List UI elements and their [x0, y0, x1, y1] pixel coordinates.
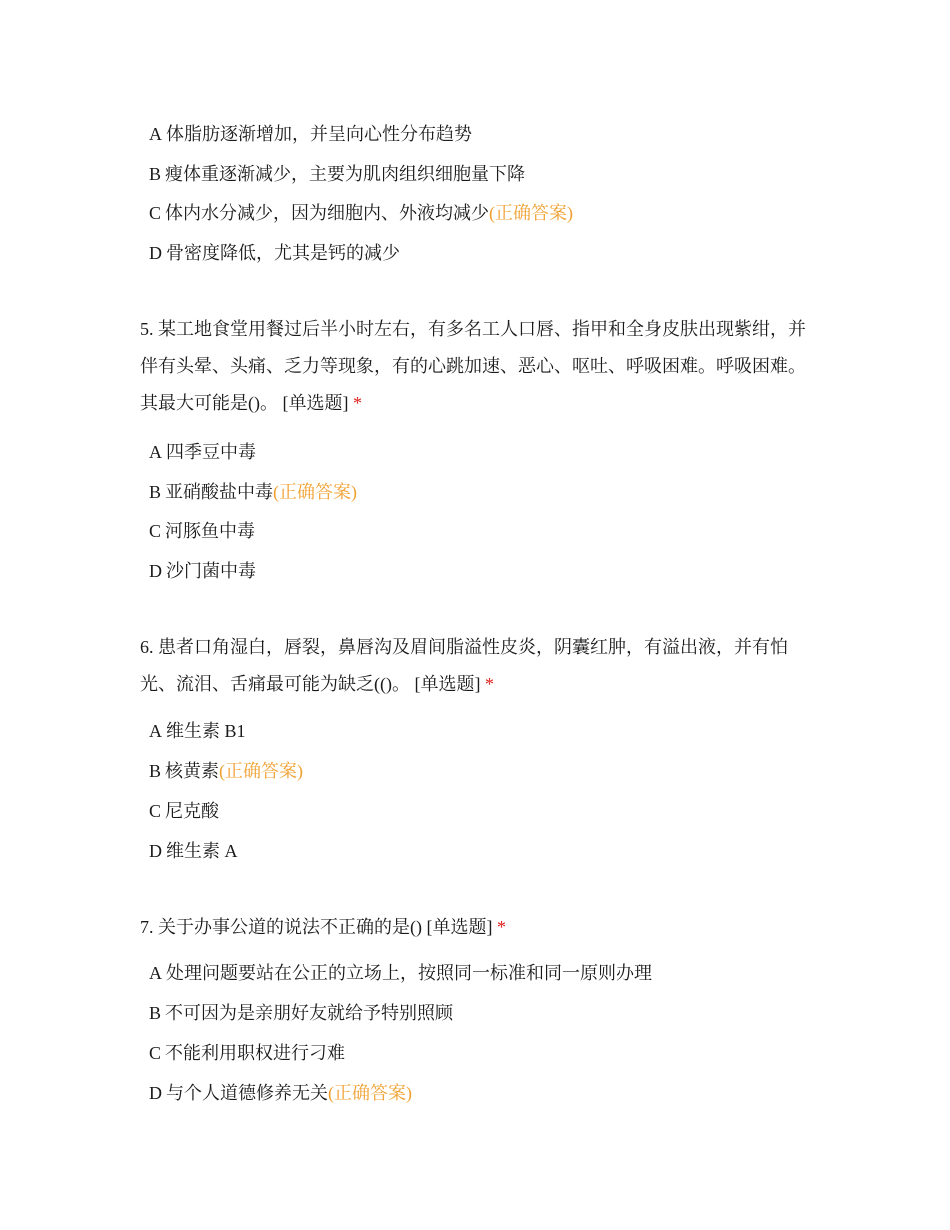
option-q6-b: [149, 759, 303, 783]
option-letter: B: [149, 164, 162, 184]
option-text: 处理问题要站在公正的立场上，按照同一标准和同一原则办理: [166, 963, 652, 983]
option-text: 尼克酸: [165, 801, 220, 821]
correct-answer-tag: (正确答案): [489, 203, 574, 223]
option-letter: C: [149, 801, 162, 821]
option-q4-c: [149, 201, 573, 225]
option-letter: C: [149, 1043, 162, 1063]
option-q4-a: [149, 122, 472, 146]
question-text: 6. 患者口角湿白，唇裂，鼻唇沟及眉间脂溢性皮炎，阴囊红肿，有溢出液，并有怕光、流泪、舌痛最可能为缺乏(()。 [单选题]: [140, 637, 788, 694]
option-text: 沙门菌中毒: [166, 561, 256, 581]
option-q6-d: [149, 839, 238, 863]
option-text: 不能利用职权进行刁难: [165, 1043, 346, 1063]
option-text: 体脂肪逐渐增加，并呈向心性分布趋势: [166, 124, 472, 144]
option-q7-a: [149, 961, 652, 985]
option-letter: A: [149, 721, 162, 741]
option-text: 不可因为是亲朋好友就给予特别照顾: [165, 1003, 454, 1023]
option-q6-a: [149, 719, 246, 743]
option-letter: A: [149, 442, 162, 462]
question-text: 5. 某工地食堂用餐过后半小时左右，有多名工人口唇、指甲和全身皮肤出现紫绀，并伴有头晕、头痛、乏力等现象，有的心跳加速、恶心、呕吐、呼吸困难。呼吸困难。其最大可能是()。 [单选题]: [140, 319, 806, 413]
question-7: [140, 909, 820, 946]
question-stem: [140, 311, 820, 422]
question-6: [140, 629, 820, 703]
option-text: 亚硝酸盐中毒: [165, 482, 274, 502]
option-text: 骨密度降低，尤其是钙的减少: [166, 243, 400, 263]
option-q5-d: [149, 559, 256, 583]
option-text: 与个人道德修养无关: [166, 1083, 328, 1103]
option-q7-c: [149, 1041, 345, 1065]
question-stem: [140, 629, 820, 703]
option-text: 维生素 A: [166, 841, 238, 861]
option-letter: C: [149, 203, 162, 223]
option-q4-b: [149, 162, 525, 186]
question-5: [140, 311, 820, 422]
option-letter: B: [149, 761, 162, 781]
option-letter: B: [149, 1003, 162, 1023]
option-letter: A: [149, 124, 162, 144]
question-stem: [140, 909, 820, 946]
option-text: 四季豆中毒: [166, 442, 256, 462]
option-q7-b: [149, 1001, 453, 1025]
option-q5-a: [149, 440, 256, 464]
option-letter: D: [149, 1083, 162, 1103]
required-marker: *: [496, 917, 506, 937]
option-q7-d: [149, 1081, 412, 1105]
correct-answer-tag: (正确答案): [273, 482, 358, 502]
question-text: 7. 关于办事公道的说法不正确的是() [单选题]: [140, 917, 493, 937]
required-marker: *: [352, 393, 362, 413]
option-text: 体内水分减少，因为细胞内、外液均减少: [165, 203, 490, 223]
option-text: 核黄素: [165, 761, 220, 781]
option-letter: C: [149, 521, 162, 541]
option-letter: B: [149, 482, 162, 502]
correct-answer-tag: (正确答案): [219, 761, 304, 781]
option-letter: A: [149, 963, 162, 983]
option-q5-b: [149, 480, 357, 504]
option-letter: D: [149, 841, 162, 861]
option-letter: D: [149, 243, 162, 263]
required-marker: *: [484, 674, 494, 694]
option-text: 维生素 B1: [166, 721, 246, 741]
correct-answer-tag: (正确答案): [328, 1083, 412, 1103]
option-q5-c: [149, 519, 255, 543]
option-q4-d: [149, 241, 400, 265]
option-text: 河豚鱼中毒: [165, 521, 256, 541]
option-letter: D: [149, 561, 162, 581]
option-q6-c: [149, 799, 219, 823]
option-text: 瘦体重逐渐减少，主要为肌肉组织细胞量下降: [165, 164, 526, 184]
